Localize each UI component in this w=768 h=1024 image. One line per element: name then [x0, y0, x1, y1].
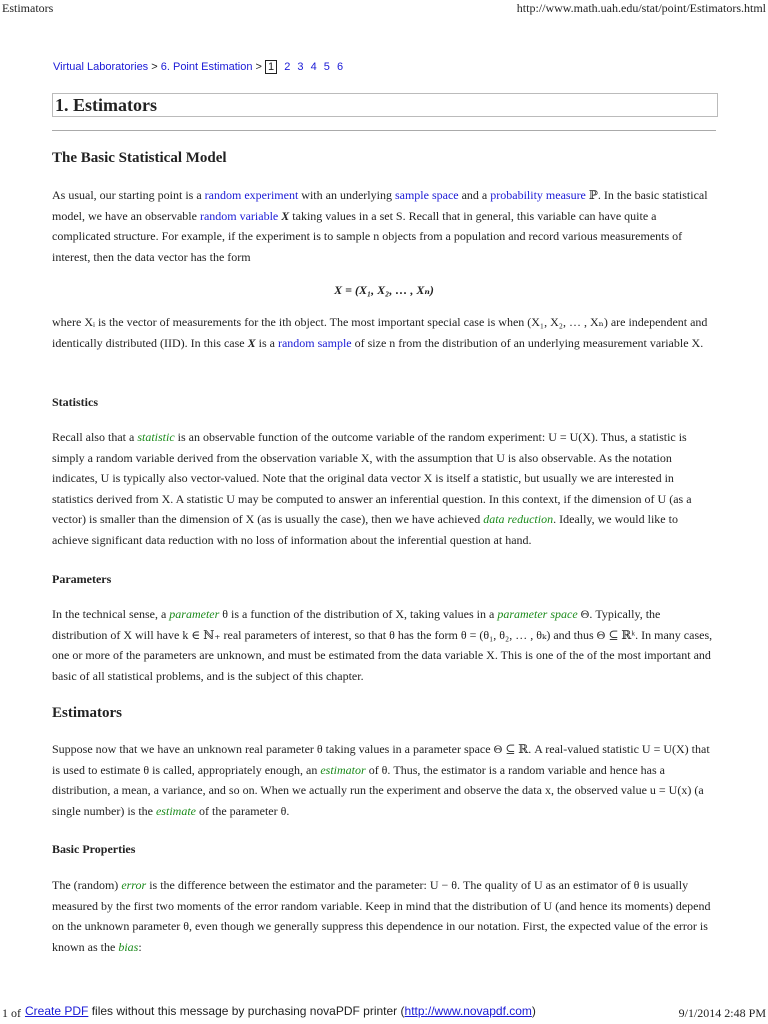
link-sample-space[interactable]: sample space [394, 188, 459, 202]
ad-text-close: ) [531, 1004, 536, 1018]
page-link-2[interactable]: 2 [284, 61, 291, 73]
text: Θ. Typically, the distribution of X will have k ∈ ℕ₊ real parameters of interest, so that θ has the form θ = (θ₁, θ₂, … , θₖ) and thus Θ ⊆ ℝᵏ. In many cases, one or more of the parameters are unknown, and must be estimated from the data variable X. This is one of the of the most important and basic of all statistical problems, and is the subject of this chapter. [52, 607, 713, 683]
equation-data-vector: X = (X₁, X₂, … , Xₙ) [334, 283, 434, 297]
page-title: 1. Estimators [52, 93, 718, 117]
text: with an underlying [298, 188, 395, 202]
divider [52, 130, 716, 131]
text: θ is a function of the distribution of X, taking values in a [219, 607, 498, 621]
text: is the difference between the estimator and the parameter: U − θ. The quality of U as an estimator of θ is usually measured by the first two moments of the error random variable. Keep in mind that the distribution of U (and hence its moments) depend on the unknown parameter θ, even though we generally suppress this dependence in our notation. First, the expected value of the error is known as the [52, 878, 711, 954]
paragraph-statistics [52, 427, 716, 550]
text: is a [255, 335, 278, 350]
page-link-4[interactable]: 4 [310, 61, 317, 73]
link-random-sample[interactable]: random sample [277, 335, 352, 350]
page-count: 1 of [2, 1006, 21, 1020]
math-var: X [247, 335, 256, 350]
definition-error: error [121, 878, 147, 892]
header-title: Estimators [2, 1, 54, 15]
breadcrumb [53, 60, 343, 74]
text: of size n from the distribution of an underlying measurement variable X. [351, 335, 704, 350]
create-pdf-link[interactable]: Create PDF [25, 1004, 89, 1018]
section-heading-estimators: Estimators [52, 705, 122, 721]
text: where Xᵢ is the vector of measurements for the ith object. The most important special case is when (X₁, X₂, … , Xₙ) are independent and identically distributed (IID). In this case [52, 315, 708, 350]
paragraph-basic-properties [52, 875, 716, 957]
header-url[interactable]: http://www.math.uah.edu/stat/point/Estimators.html [516, 1, 766, 15]
page-link-5[interactable]: 5 [323, 61, 330, 73]
text: is an observable function of the outcome variable of the random experiment: U = U(X). Thus, a statistic is simply a random variable derived from the observation variable X, with the assumption that U is also observable. As the notation indicates, U is typically also vector-valued. Note that the original data vector X is itself a statistic, but usually we are interested in statistics derived from X. A statistic U may be computed to answer an inferential question. In this context, if the dimension of U (as a vector) is smaller than the dimension of X (as is usually the case), then we have achieved [52, 430, 692, 526]
breadcrumb-root-link[interactable]: Virtual Laboratories [53, 61, 149, 73]
definition-parameter-space: parameter space [497, 607, 578, 621]
paragraph-estimators [52, 739, 716, 821]
paragraph-basic-model [52, 185, 716, 267]
paragraph-parameters [52, 604, 716, 686]
text: and a [458, 188, 491, 202]
text: The (random) [52, 878, 122, 892]
page-link-3[interactable]: 3 [297, 61, 304, 73]
definition-statistic: statistic [137, 430, 175, 444]
definition-parameter: parameter [169, 607, 220, 621]
link-random-experiment[interactable]: random experiment [204, 188, 299, 202]
pdf-ad-message [25, 1004, 536, 1018]
current-page-number: 1 [265, 60, 277, 74]
paragraph-iid [52, 312, 716, 353]
breadcrumb-section-link[interactable]: 6. Point Estimation [160, 61, 253, 73]
definition-estimate: estimate [155, 803, 196, 818]
text: ℙ. In the basic statistical model, we have an observable [52, 188, 708, 223]
math-var: X [278, 208, 290, 223]
text: of θ. Thus, the estimator is a random variable and hence has a distribution, a mean, a variance, and so on. When we actually run the experiment and observe the data x, the observed value u = U(x) (a single number) is the [52, 762, 704, 818]
print-header [0, 0, 768, 18]
text: In the technical sense, a [52, 607, 170, 621]
definition-bias: bias [118, 939, 139, 954]
link-random-variable[interactable]: random variable [199, 208, 279, 223]
section-heading-basic-properties: Basic Properties [52, 842, 136, 856]
section-heading-statistics: Statistics [52, 395, 98, 409]
definition-data-reduction: data reduction [483, 512, 554, 526]
novapdf-link[interactable]: http://www.novapdf.com [404, 1004, 532, 1018]
definition-estimator: estimator [320, 762, 366, 777]
link-probability-measure[interactable]: probability measure [490, 188, 586, 202]
text: : [138, 939, 142, 954]
section-heading-parameters: Parameters [52, 572, 112, 586]
text: . Ideally, we would like to achieve significant data reduction with no loss of information about the inferential question at hand. [52, 512, 678, 547]
text: taking values in a set S. Recall that in general, this variable can have quite a complicated structure. For example, if the experiment is to sample n objects from a population and record various measurements of interest, then the data vector has the form [52, 208, 683, 264]
text: of the parameter θ. [195, 803, 290, 818]
section-heading-basic-model: The Basic Statistical Model [52, 150, 227, 166]
text: Recall also that a [52, 430, 138, 444]
print-datetime: 9/1/2014 2:48 PM [678, 1006, 766, 1020]
text: As usual, our starting point is a [52, 188, 205, 202]
breadcrumb-separator: > [255, 61, 262, 73]
page-link-6[interactable]: 6 [336, 61, 344, 73]
print-footer [0, 1002, 768, 1022]
ad-text: files without this message by purchasing novaPDF printer ( [88, 1004, 405, 1018]
breadcrumb-separator: > [151, 61, 158, 73]
text: Suppose now that we have an unknown real parameter θ taking values in a parameter space Θ ⊆ ℝ. A real-valued statistic U = U(X) that is used to estimate θ is called, appropriately enough, an [52, 742, 710, 777]
